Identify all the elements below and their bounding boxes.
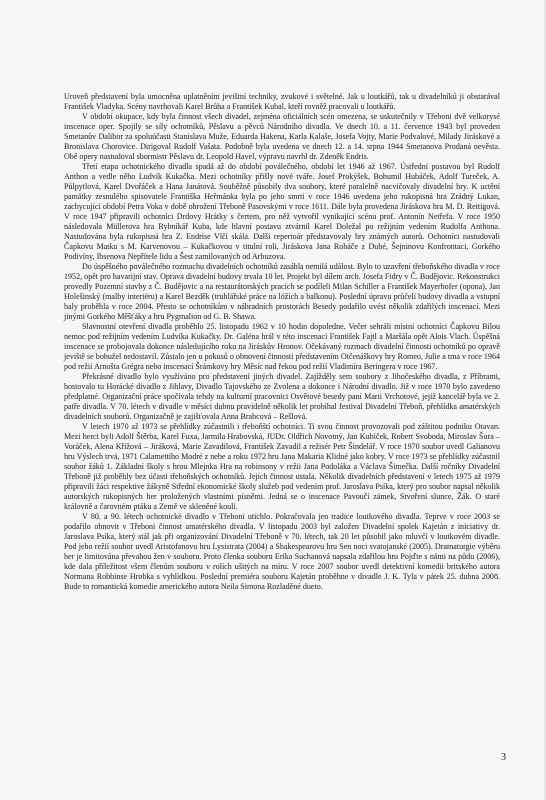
paragraph-7: V letech 1970 až 1973 se přehlídky zúčastnili i třeboňští ochotníci. Ti svou činnost provozovali pod záštitou podniku Otavan. Mezi herci byli Adolf Štěrba, Karel Fuxa, Jarmila Hrabovská, JUDr. Oldřich Novotný, Jan Kubíček, Robert Svoboda, Miroslav Šura – Voráček, Alena Křížová – Jiráková, Marie Zavadilová, František Zavadil a režisér Petr Šindelář. V roce 1970 soubor uvedl Galianovu hru Výslech trvá, 1971 Calamettiho Modré z nebe a roku 1972 hru Jana Makaria Klidné jako kobry. V roce 1973 se přehlídky zúčastnil soubor žáků 1. Základní školy s hrou Mlejnka Hra na robinsony v režii Jana Podoláka a Václava Šimečka. Další ročníky Divadelní Třeboně již proběhly bez účasti třeboňských ochotníků. Jejich činnost ustala. Několik divadelních představení v letech 1975 až 1979 připravili žáci respektive žákyně Střední ekonomické školy služeb pod vedením prof. Jaroslava Psíka, který pro soubor napsal několik autorských rukopisných her proložených vlastními písněmi. Jedná se o inscenace Pavoučí zámek, Stvoření slunce, Žák. O staré královně a čarovném ptáku a Země ve skleněné kouli. [64, 422, 500, 511]
paragraph-5: Slavnostní otevření divadla proběhlo 25. listopadu 1962 v 10 hodin dopoledne. Večer sehráli místní ochotníci Čapkovu Bílou nemoc pod režijním vedením Ludvíka Kukačky. Dr. Galéna hrál v této inscenaci František Fajtl a Maršála opět Alois Vlach. Úspěšná inscenace se probojovala dokonce následujícího roku na Jiráskův Hronov. Očekávaný rozmach divadelní činnosti ochotníků po opravě jeviště se bohužel nedostavil. Zůstalo jen u pokusů o obnovení činnosti představením Otčenáškovy hry Romeo, Julie a tma v roce 1964 pod režií Arnošta Grégra nebo inscenací Šrámkovy hry Měsíc nad řekou pod režií Vladimíra Beringera v roce 1967. [64, 322, 500, 371]
paragraph-2: V období okupace, kdy byla činnost všech divadel, zejména oficiálních scén omezena, se uskutečnily v Třeboni dvě velkorysé inscenace oper. Spojily se síly ochotníků, Pěslavu a pěvců Národního divadla. Ve dnech 10. a 11. července 1943 byl proveden Smetanův Dalibor za spoluúčasti Stanislava Muže, Eduarda Hakena, Karla Kalaše, Josefa Vojty, Marie Podvalové, Milady Jiráskové a Bronislava Chorovice. Dirigoval Rudolf Vašata. Podobně byla uvedena ve dnech 12. a 14. srpna 1944 Smetanova Prodaná nevěsta. Obě opery nastudoval sbormistr Pěslavu dr. Leopold Havel, výpravu navrhl dr. Zdeněk Endris. [64, 112, 500, 161]
paragraph-3: Třetí etapa ochotnického divadla spadá až do období poválečného, období let 1946 až 1967. Ústřední postavou byl Rudolf Anthon a vedle něho Ludvík Kukačka. Mezi ochotníky přišly nové tváře. Josef Prokýšek, Bohumil Hubáček, Adolf Tureček, A. Půlpytlová, Karel Dvořáček a Hana Janátová. Souběžně působily dva soubory, které paralelně nacvičovaly divadelní hry. K uctění památky zesnulého spisovatele Františka Heřmánka byla po jeho smrti v roce 1946 uvedena jeho rukopisná hra Zrádný Lukan, zachycující období Petra Voka v době ohrožení Třeboně Pasovskými v roce 1611. Dále byla provedena Jiráskova hra M. D. Rettigová. V roce 1947 připravili ochotníci Drdovy Hrátky s čertem, pro něž vytvořil vynikající scénu prof. Antonín Netřefa. V roce 1950 následovala Müllerova hra Rybníkář Kuba, kde hlavní postavu ztvárnil Karel Doležal po režijním vedením Rudolfa Anthona. Nastudována byla rukopisná hra Z. Endrise Vlčí skála. Další repertoár představovaly hry známých autorů. Ochotníci nastudovali Čapkovu Matku s M. Karvenovou – Kukačkovou v titulní roli, Jiráskova Jana Roháče z Dubé, Šejninovu Konfrontaci, Gorkého Podivíny, Ibsenova Nepřítele lidu a Šest zamilovaných od Arbuzova. [64, 162, 500, 261]
paragraph-4: Do úspěšného poválečného rozmachu divadelních ochotníků zasáhla nemilá událost. Bylo to uzavření třeboňského divadla v roce 1952, opět pro havarijní stav. Oprava divadelní budovy trvala 10 let. Projekt byl dílem arch. Josefa Fidry v Č. Budějovic. Rekonstrukci provedly Pozemní stavby z Č. Budějovic a na restaurátorských pracích se podíleli Milan Schiller a František Mayerhofer (opona), Jan Holešinský (malby interiéru) a Karel Bezděk (truhlářské práce na lóžích a balkonu). Poslední úpravu průčelí budovy divadla a vstupní haly proběhla v roce 2004. Přesto se ochotníkům v náhradních prostorách Besedy podařilo uvést několik zdařilých inscenací. Mezi jinými Gorkého Měšťáky a hru Pygmalion od G. B. Shawa. [64, 262, 500, 321]
page-number: 3 [501, 752, 506, 763]
paragraph-8: V 80. a 90. létech ochotnické divadlo v Třeboni utichlo. Pokračovala jen tradice loutkového divadla. Teprve v roce 2003 se podařilo obnovit v Třeboni činnost amatérského divadla. V listopadu 2003 byl založen Divadelní spolek Kajetán z iniciativy dr. Jaroslava Psíka, který stál jak při organizování Divadelní Třeboně v 70. létech, tak 20 let působil jako mluvčí v loutkovém divadle. Pod jeho režií soubor uvedl Aristofanovu hru Lysistrata (2004) a Shakespearovu hru Sen noci svatojanské (2005). Dramaturgie výběru her je limitována převahou žen v souboru. Proto členka souboru Erika Suchanová napsala zdařilou hru Pojďte s námi na půdu (2006), kde dala příležitost všem členům souboru v rolích ušitých na míru. V roce 2007 soubor uvedl detektivní komedii britského autora Normana Robbinse Hrobka s vyhlídkou. Poslední premiéra souboru Kajetán proběhne v divadle J. K. Tyla v pátek 25. dubna 2008. Bude to romantická komedie amerického autora Neila Simona Rozladěné dueto. [64, 512, 500, 591]
paragraph-1: Uroveň představení byla umocněna uplatněním jevištní techniky, zvukové i světelné. Jak u loutkářů, tak u divadelníků ji obstarával František Vladyka. Scény navrhovali Karel Brůha a František Kubal, kteří rovněž pracovali u loutkářů. [64, 92, 500, 111]
paragraph-6: Překrásné divadlo bylo využíváno pro představení jiných divadel. Zajížděly sem soubory z Jihočeského divadla, z Příbrami, hostovalo tu Horácké divadlo z Jihlavy, Divadlo Tajovského ze Zvolena a dokonce i Národní divadlo. Již v roce 1970 bylo zavedeno předplatné. Organizační práce spočívala tehdy na kulturní pracovnici Osvětové besedy paní Marii Vrchotové, jejíž kancelář byla ve 2. patře divadla. V 70. létech v divadle v měsíci dubnu pravidelně několik let probíhal festival Divadelní Třeboň, přehlídka amatérských divadelních souborů. Organizačně je zajišťovala Anna Brabcová – Rešlová. [64, 372, 500, 421]
body-text [64, 92, 500, 592]
